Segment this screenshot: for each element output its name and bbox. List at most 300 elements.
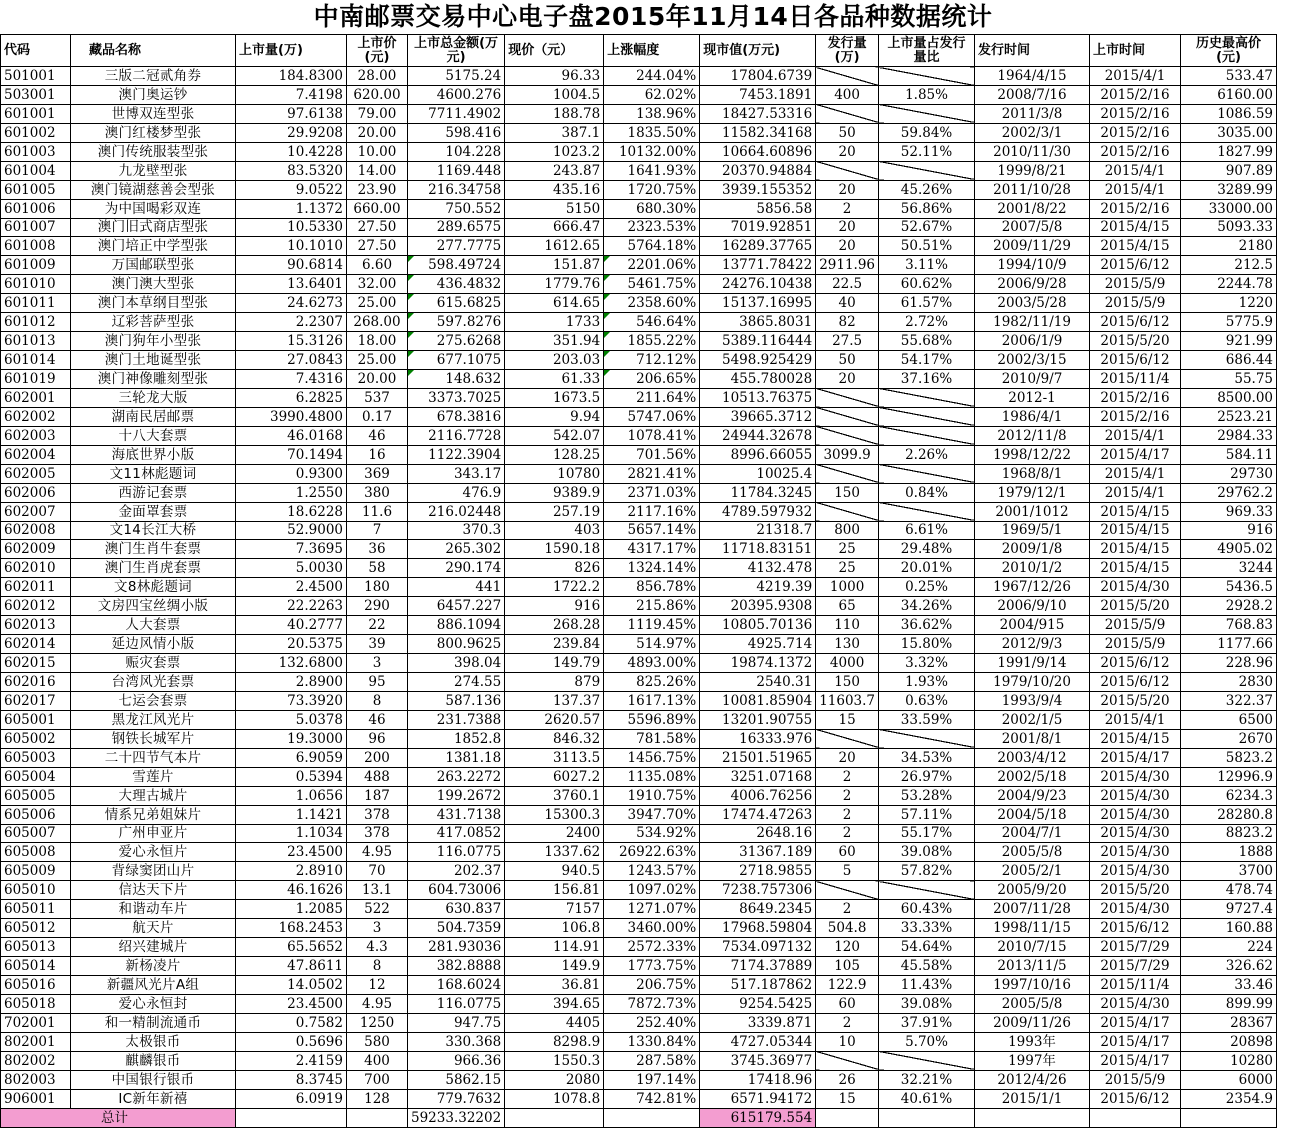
cell-issue-date[interactable]: 1998/12/22 (975, 445, 1090, 464)
cell-issue-date[interactable]: 2013/11/5 (975, 957, 1090, 976)
cell-rise[interactable]: 4893.00% (604, 654, 700, 673)
cell-ratio[interactable]: 54.17% (879, 351, 975, 370)
cell-listing-date[interactable]: 2015/5/9 (1090, 1070, 1181, 1089)
cell-code[interactable]: 906001 (1, 1089, 71, 1108)
cell-issue-date[interactable]: 2001/1012 (975, 502, 1090, 521)
cell-listed-qty[interactable]: 5.0378 (236, 710, 347, 729)
cell-ratio[interactable]: 0.25% (879, 578, 975, 597)
cell-rise[interactable]: 7872.73% (604, 994, 700, 1013)
cell-name[interactable]: 七运会套票 (71, 691, 236, 710)
cell-current-price[interactable]: 879 (505, 673, 604, 692)
cell-listed-qty[interactable]: 6.0919 (236, 1089, 347, 1108)
cell-market-value[interactable]: 16289.37765 (700, 237, 816, 256)
header-high-price[interactable]: 历史最高价(元) (1181, 35, 1277, 67)
cell-ratio[interactable]: 0.84% (879, 483, 975, 502)
cell-name[interactable]: 台湾风光套票 (71, 673, 236, 692)
cell-market-value[interactable]: 7453.1891 (700, 85, 816, 104)
cell[interactable] (975, 1108, 1090, 1127)
cell-ratio[interactable]: 60.62% (879, 275, 975, 294)
cell-listed-price[interactable]: 32.00 (347, 275, 408, 294)
cell-listed-qty[interactable]: 1.1421 (236, 805, 347, 824)
cell-listing-date[interactable]: 2015/6/12 (1090, 654, 1181, 673)
cell-rise[interactable]: 534.92% (604, 824, 700, 843)
cell-listed-qty[interactable]: 1.2085 (236, 900, 347, 919)
cell-listed-price[interactable]: 36 (347, 540, 408, 559)
cell-high-price[interactable]: 907.89 (1181, 161, 1277, 180)
cell-high-price[interactable]: 478.74 (1181, 881, 1277, 900)
cell-rise[interactable]: 2821.41% (604, 464, 700, 483)
cell-listed-price[interactable]: 20.00 (347, 123, 408, 142)
cell[interactable] (816, 1108, 879, 1127)
cell-listed-amount[interactable]: 231.7388 (408, 710, 505, 729)
cell-issue-date[interactable]: 2006/9/10 (975, 597, 1090, 616)
cell-listing-date[interactable]: 2015/4/17 (1090, 1013, 1181, 1032)
cell-listed-qty[interactable]: 2.8910 (236, 862, 347, 881)
cell-listing-date[interactable]: 2015/4/17 (1090, 445, 1181, 464)
cell-ratio[interactable]: 37.16% (879, 370, 975, 389)
cell-issue-qty[interactable]: 27.5 (816, 332, 879, 351)
cell-listed-price[interactable]: 290 (347, 597, 408, 616)
cell[interactable] (505, 1108, 604, 1127)
cell-listed-qty[interactable]: 65.5652 (236, 938, 347, 957)
cell-high-price[interactable]: 224 (1181, 938, 1277, 957)
cell-high-price[interactable]: 4905.02 (1181, 540, 1277, 559)
cell-code[interactable]: 602001 (1, 388, 71, 407)
cell-rise[interactable]: 3460.00% (604, 919, 700, 938)
cell-listing-date[interactable]: 2015/5/9 (1090, 616, 1181, 635)
cell-market-value[interactable]: 2648.16 (700, 824, 816, 843)
cell-listed-qty[interactable]: 10.1010 (236, 237, 347, 256)
cell-issue-date[interactable]: 2012-1 (975, 388, 1090, 407)
cell-high-price[interactable]: 6000 (1181, 1070, 1277, 1089)
cell-issue-qty[interactable]: 26 (816, 1070, 879, 1089)
cell-name[interactable]: 人大套票 (71, 616, 236, 635)
cell-issue-date[interactable]: 2004/5/18 (975, 805, 1090, 824)
cell-ratio[interactable]: 34.53% (879, 748, 975, 767)
cell-code[interactable]: 601007 (1, 218, 71, 237)
cell-listed-amount[interactable]: 5862.15 (408, 1070, 505, 1089)
cell-code[interactable]: 802003 (1, 1070, 71, 1089)
cell-high-price[interactable]: 5093.33 (1181, 218, 1277, 237)
cell-issue-date[interactable]: 2003/4/12 (975, 748, 1090, 767)
cell-current-price[interactable]: 6027.2 (505, 767, 604, 786)
cell-listed-qty[interactable]: 27.0843 (236, 351, 347, 370)
cell-current-price[interactable]: 614.65 (505, 294, 604, 313)
cell-rise[interactable]: 1243.57% (604, 862, 700, 881)
cell-high-price[interactable]: 916 (1181, 521, 1277, 540)
cell-high-price[interactable]: 5436.5 (1181, 578, 1277, 597)
cell-listed-qty[interactable]: 2.8900 (236, 673, 347, 692)
cell-listing-date[interactable]: 2015/2/16 (1090, 388, 1181, 407)
cell-listed-amount[interactable]: 441 (408, 578, 505, 597)
cell-listed-amount[interactable]: 598.416 (408, 123, 505, 142)
cell-issue-qty[interactable]: 11603.7 (816, 691, 879, 710)
cell-rise[interactable]: 712.12% (604, 351, 700, 370)
cell-code[interactable]: 605007 (1, 824, 71, 843)
cell-ratio[interactable]: 45.26% (879, 180, 975, 199)
cell-current-price[interactable]: 2620.57 (505, 710, 604, 729)
cell-listed-price[interactable]: 58 (347, 559, 408, 578)
cell-issue-date[interactable]: 1979/12/1 (975, 483, 1090, 502)
cell-listed-price[interactable]: 8 (347, 957, 408, 976)
cell-listed-amount[interactable]: 274.55 (408, 673, 505, 692)
cell-code[interactable]: 605010 (1, 881, 71, 900)
cell-listed-amount[interactable]: 615.6825 (408, 294, 505, 313)
cell-name[interactable]: 钢铁长城军片 (71, 729, 236, 748)
cell-code[interactable]: 602007 (1, 502, 71, 521)
cell-high-price[interactable]: 160.88 (1181, 919, 1277, 938)
cell-issue-date[interactable]: 2010/7/15 (975, 938, 1090, 957)
cell-high-price[interactable]: 2830 (1181, 673, 1277, 692)
cell-ratio[interactable] (879, 881, 975, 900)
cell-issue-date[interactable]: 2001/8/1 (975, 729, 1090, 748)
cell-market-value[interactable]: 7534.097132 (700, 938, 816, 957)
cell-issue-qty[interactable]: 20 (816, 180, 879, 199)
cell-listed-amount[interactable]: 116.0775 (408, 994, 505, 1013)
cell-issue-qty[interactable]: 2 (816, 824, 879, 843)
header-issue-date[interactable]: 发行时间 (975, 35, 1090, 67)
cell[interactable] (347, 1108, 408, 1127)
cell-listing-date[interactable]: 2015/4/15 (1090, 218, 1181, 237)
cell-listed-amount[interactable]: 277.7775 (408, 237, 505, 256)
cell-ratio[interactable]: 33.59% (879, 710, 975, 729)
cell-rise[interactable]: 5596.89% (604, 710, 700, 729)
cell-ratio[interactable]: 54.64% (879, 938, 975, 957)
cell-rise[interactable]: 215.86% (604, 597, 700, 616)
cell-current-price[interactable]: 1078.8 (505, 1089, 604, 1108)
cell-market-value[interactable]: 5389.116444 (700, 332, 816, 351)
cell-market-value[interactable]: 16333.976 (700, 729, 816, 748)
cell-name[interactable]: 澳门土地诞型张 (71, 351, 236, 370)
cell-listed-amount[interactable]: 116.0775 (408, 843, 505, 862)
cell-listed-price[interactable]: 4.3 (347, 938, 408, 957)
cell-code[interactable]: 605002 (1, 729, 71, 748)
cell-listed-amount[interactable]: 597.8276 (408, 313, 505, 332)
cell-ratio[interactable]: 32.21% (879, 1070, 975, 1089)
cell-market-value[interactable]: 10805.70136 (700, 616, 816, 635)
cell-listing-date[interactable]: 2015/2/16 (1090, 407, 1181, 426)
header-current-price[interactable]: 现价（元） (505, 35, 604, 67)
cell-high-price[interactable]: 10280 (1181, 1051, 1277, 1070)
cell-issue-date[interactable]: 2009/11/29 (975, 237, 1090, 256)
cell-listed-amount[interactable]: 4600.276 (408, 85, 505, 104)
cell-ratio[interactable]: 29.48% (879, 540, 975, 559)
cell-listing-date[interactable]: 2015/4/30 (1090, 862, 1181, 881)
cell-listing-date[interactable]: 2015/4/1 (1090, 483, 1181, 502)
header-listed-price[interactable]: 上市价(元) (347, 35, 408, 67)
cell-listed-price[interactable]: 268.00 (347, 313, 408, 332)
cell-listing-date[interactable]: 2015/7/29 (1090, 938, 1181, 957)
cell-name[interactable]: 澳门生肖虎套票 (71, 559, 236, 578)
cell-listed-amount[interactable]: 370.3 (408, 521, 505, 540)
cell-issue-qty[interactable]: 50 (816, 351, 879, 370)
cell-listed-price[interactable]: 620.00 (347, 85, 408, 104)
cell-issue-date[interactable]: 2004/7/1 (975, 824, 1090, 843)
cell-current-price[interactable]: 114.91 (505, 938, 604, 957)
cell-listed-qty[interactable]: 7.4198 (236, 85, 347, 104)
cell-high-price[interactable]: 33000.00 (1181, 199, 1277, 218)
cell-listed-amount[interactable]: 947.75 (408, 1013, 505, 1032)
header-listed-qty[interactable]: 上市量(万) (236, 35, 347, 67)
cell-listed-amount[interactable]: 281.93036 (408, 938, 505, 957)
cell-name[interactable]: 文房四宝丝绸小版 (71, 597, 236, 616)
cell-ratio[interactable]: 52.67% (879, 218, 975, 237)
cell-high-price[interactable]: 6500 (1181, 710, 1277, 729)
cell-current-price[interactable]: 1722.2 (505, 578, 604, 597)
cell-listed-qty[interactable]: 47.8611 (236, 957, 347, 976)
cell-code[interactable]: 601013 (1, 332, 71, 351)
cell-name[interactable]: 十八大套票 (71, 426, 236, 445)
total-amount[interactable]: 59233.32202 (408, 1108, 505, 1127)
cell-issue-qty[interactable]: 4000 (816, 654, 879, 673)
cell-issue-date[interactable]: 2007/11/28 (975, 900, 1090, 919)
cell-ratio[interactable]: 1.85% (879, 85, 975, 104)
cell-rise[interactable]: 856.78% (604, 578, 700, 597)
cell-name[interactable]: 二十四节气本片 (71, 748, 236, 767)
cell-listed-amount[interactable]: 966.36 (408, 1051, 505, 1070)
cell-high-price[interactable]: 8500.00 (1181, 388, 1277, 407)
cell-listed-price[interactable]: 369 (347, 464, 408, 483)
cell-code[interactable]: 802001 (1, 1032, 71, 1051)
cell-listing-date[interactable]: 2015/6/12 (1090, 919, 1181, 938)
cell-listing-date[interactable]: 2015/4/15 (1090, 729, 1181, 748)
cell-market-value[interactable]: 21501.51965 (700, 748, 816, 767)
cell-code[interactable]: 602002 (1, 407, 71, 426)
cell-listed-price[interactable]: 70 (347, 862, 408, 881)
cell-code[interactable]: 601019 (1, 370, 71, 389)
cell-issue-qty[interactable] (816, 104, 879, 123)
cell-listing-date[interactable]: 2015/2/16 (1090, 199, 1181, 218)
cell-high-price[interactable]: 5823.2 (1181, 748, 1277, 767)
cell-current-price[interactable]: 2400 (505, 824, 604, 843)
cell[interactable] (604, 1108, 700, 1127)
cell-name[interactable]: 绍兴建城片 (71, 938, 236, 957)
cell-rise[interactable]: 10132.00% (604, 142, 700, 161)
cell-name[interactable]: 为中国喝彩双连 (71, 199, 236, 218)
cell-listed-price[interactable]: 187 (347, 786, 408, 805)
cell-current-price[interactable]: 128.25 (505, 445, 604, 464)
cell-name[interactable]: 西游记套票 (71, 483, 236, 502)
cell-listed-price[interactable]: 0.17 (347, 407, 408, 426)
cell-issue-qty[interactable]: 82 (816, 313, 879, 332)
cell-high-price[interactable]: 28367 (1181, 1013, 1277, 1032)
cell-listed-qty[interactable]: 1.0656 (236, 786, 347, 805)
cell-code[interactable]: 605012 (1, 919, 71, 938)
cell-code[interactable]: 602009 (1, 540, 71, 559)
cell-high-price[interactable]: 29730 (1181, 464, 1277, 483)
cell-issue-date[interactable]: 2012/9/3 (975, 635, 1090, 654)
cell-issue-qty[interactable]: 2 (816, 900, 879, 919)
cell-current-price[interactable]: 156.81 (505, 881, 604, 900)
cell-market-value[interactable]: 6571.94172 (700, 1089, 816, 1108)
cell-ratio[interactable]: 3.32% (879, 654, 975, 673)
cell-listed-qty[interactable]: 13.6401 (236, 275, 347, 294)
cell-market-value[interactable]: 8649.2345 (700, 900, 816, 919)
cell-code[interactable]: 601001 (1, 104, 71, 123)
cell-high-price[interactable]: 2523.21 (1181, 407, 1277, 426)
cell-code[interactable]: 602017 (1, 691, 71, 710)
cell-issue-qty[interactable]: 20 (816, 370, 879, 389)
cell-listed-price[interactable]: 11.6 (347, 502, 408, 521)
cell-listing-date[interactable]: 2015/11/4 (1090, 370, 1181, 389)
cell-listed-price[interactable]: 13.1 (347, 881, 408, 900)
cell-market-value[interactable]: 5498.925429 (700, 351, 816, 370)
cell-name[interactable]: 澳门本草纲目型张 (71, 294, 236, 313)
cell-current-price[interactable]: 666.47 (505, 218, 604, 237)
cell-rise[interactable]: 5764.18% (604, 237, 700, 256)
cell-code[interactable]: 602006 (1, 483, 71, 502)
cell-issue-qty[interactable]: 15 (816, 710, 879, 729)
cell-market-value[interactable]: 20370.94884 (700, 161, 816, 180)
cell-issue-date[interactable]: 2002/3/1 (975, 123, 1090, 142)
cell-issue-qty[interactable]: 2 (816, 767, 879, 786)
cell-current-price[interactable]: 149.79 (505, 654, 604, 673)
cell-listing-date[interactable]: 2015/6/12 (1090, 673, 1181, 692)
cell-rise[interactable]: 26922.63% (604, 843, 700, 862)
cell-listed-amount[interactable]: 587.136 (408, 691, 505, 710)
cell-code[interactable]: 605001 (1, 710, 71, 729)
cell-market-value[interactable]: 2718.9855 (700, 862, 816, 881)
cell-issue-qty[interactable] (816, 161, 879, 180)
cell-name[interactable]: 文8林彪题词 (71, 578, 236, 597)
cell-current-price[interactable]: 7157 (505, 900, 604, 919)
cell-issue-date[interactable]: 2007/5/8 (975, 218, 1090, 237)
cell-issue-date[interactable]: 2012/4/26 (975, 1070, 1090, 1089)
cell-listed-price[interactable]: 3 (347, 919, 408, 938)
cell-listing-date[interactable]: 2015/4/30 (1090, 824, 1181, 843)
cell-rise[interactable]: 742.81% (604, 1089, 700, 1108)
cell-market-value[interactable]: 11582.34168 (700, 123, 816, 142)
cell-issue-date[interactable]: 1993年 (975, 1032, 1090, 1051)
cell-ratio[interactable]: 53.28% (879, 786, 975, 805)
cell-listing-date[interactable]: 2015/4/1 (1090, 464, 1181, 483)
cell-rise[interactable]: 2201.06% (604, 256, 700, 275)
cell-listed-qty[interactable]: 7.3695 (236, 540, 347, 559)
cell-listing-date[interactable]: 2015/6/12 (1090, 351, 1181, 370)
cell-rise[interactable]: 1720.75% (604, 180, 700, 199)
cell-current-price[interactable]: 1590.18 (505, 540, 604, 559)
cell-current-price[interactable]: 2080 (505, 1070, 604, 1089)
cell-listed-amount[interactable]: 886.1094 (408, 616, 505, 635)
cell-ratio[interactable]: 6.61% (879, 521, 975, 540)
cell-issue-date[interactable]: 2005/9/20 (975, 881, 1090, 900)
cell-listed-qty[interactable]: 83.5320 (236, 161, 347, 180)
cell-listed-amount[interactable]: 148.632 (408, 370, 505, 389)
cell-listed-price[interactable]: 28.00 (347, 67, 408, 86)
cell-market-value[interactable]: 7019.92851 (700, 218, 816, 237)
cell-code[interactable]: 602011 (1, 578, 71, 597)
cell-listed-price[interactable]: 6.60 (347, 256, 408, 275)
cell-listed-price[interactable]: 95 (347, 673, 408, 692)
cell-listed-qty[interactable]: 2.4159 (236, 1051, 347, 1070)
cell-issue-date[interactable]: 2010/1/2 (975, 559, 1090, 578)
cell-market-value[interactable]: 3865.8031 (700, 313, 816, 332)
cell-listed-qty[interactable]: 14.0502 (236, 976, 347, 995)
cell-current-price[interactable]: 268.28 (505, 616, 604, 635)
cell-name[interactable]: 和谐动车片 (71, 900, 236, 919)
cell-listing-date[interactable]: 2015/2/16 (1090, 85, 1181, 104)
cell-listing-date[interactable]: 2015/4/1 (1090, 180, 1181, 199)
cell-rise[interactable]: 1271.07% (604, 900, 700, 919)
cell-listed-amount[interactable]: 382.8888 (408, 957, 505, 976)
cell-name[interactable]: 中国银行银币 (71, 1070, 236, 1089)
cell-high-price[interactable]: 3289.99 (1181, 180, 1277, 199)
cell-ratio[interactable]: 40.61% (879, 1089, 975, 1108)
cell-listed-qty[interactable]: 10.4228 (236, 142, 347, 161)
cell-listed-price[interactable]: 25.00 (347, 351, 408, 370)
cell-code[interactable]: 602008 (1, 521, 71, 540)
cell-listed-qty[interactable]: 46.1626 (236, 881, 347, 900)
cell-ratio[interactable] (879, 1051, 975, 1070)
cell-code[interactable]: 601014 (1, 351, 71, 370)
cell-listing-date[interactable]: 2015/4/15 (1090, 502, 1181, 521)
cell-ratio[interactable]: 55.17% (879, 824, 975, 843)
cell-issue-date[interactable]: 2011/10/28 (975, 180, 1090, 199)
cell-market-value[interactable]: 3745.36977 (700, 1051, 816, 1070)
cell-market-value[interactable]: 11718.83151 (700, 540, 816, 559)
cell-listed-price[interactable]: 4.95 (347, 843, 408, 862)
cell-rise[interactable]: 1773.75% (604, 957, 700, 976)
cell-listed-qty[interactable]: 168.2453 (236, 919, 347, 938)
cell-listed-price[interactable]: 96 (347, 729, 408, 748)
cell-listed-qty[interactable]: 46.0168 (236, 426, 347, 445)
cell-market-value[interactable]: 2540.31 (700, 673, 816, 692)
cell-listed-amount[interactable]: 2116.7728 (408, 426, 505, 445)
cell-issue-qty[interactable] (816, 407, 879, 426)
cell-market-value[interactable]: 455.780028 (700, 370, 816, 389)
cell-listed-qty[interactable]: 73.3920 (236, 691, 347, 710)
cell-listing-date[interactable]: 2015/5/20 (1090, 881, 1181, 900)
cell[interactable] (1090, 1108, 1181, 1127)
cell-issue-qty[interactable]: 2 (816, 786, 879, 805)
cell-ratio[interactable]: 45.58% (879, 957, 975, 976)
cell-ratio[interactable]: 11.43% (879, 976, 975, 995)
cell-issue-date[interactable]: 2008/7/16 (975, 85, 1090, 104)
cell-listed-price[interactable]: 1250 (347, 1013, 408, 1032)
cell-issue-qty[interactable]: 122.9 (816, 976, 879, 995)
cell-listed-qty[interactable]: 9.0522 (236, 180, 347, 199)
cell-current-price[interactable]: 239.84 (505, 635, 604, 654)
cell-issue-qty[interactable]: 65 (816, 597, 879, 616)
cell-current-price[interactable]: 151.87 (505, 256, 604, 275)
cell-high-price[interactable]: 1888 (1181, 843, 1277, 862)
cell-issue-date[interactable]: 1969/5/1 (975, 521, 1090, 540)
cell-issue-qty[interactable]: 60 (816, 843, 879, 862)
cell-code[interactable]: 605003 (1, 748, 71, 767)
cell-code[interactable]: 605018 (1, 994, 71, 1013)
cell-listed-amount[interactable]: 275.6268 (408, 332, 505, 351)
cell-listing-date[interactable]: 2015/4/15 (1090, 540, 1181, 559)
cell-rise[interactable]: 5747.06% (604, 407, 700, 426)
cell-code[interactable]: 601003 (1, 142, 71, 161)
cell-name[interactable]: 广州申亚片 (71, 824, 236, 843)
cell-market-value[interactable]: 21318.7 (700, 521, 816, 540)
cell-current-price[interactable]: 243.87 (505, 161, 604, 180)
cell-listed-price[interactable]: 27.50 (347, 237, 408, 256)
cell-issue-qty[interactable]: 60 (816, 994, 879, 1013)
cell-listed-qty[interactable]: 29.9208 (236, 123, 347, 142)
cell-listing-date[interactable]: 2015/4/15 (1090, 237, 1181, 256)
cell-name[interactable]: 澳门旧式商店型张 (71, 218, 236, 237)
cell-market-value[interactable]: 24944.32678 (700, 426, 816, 445)
cell-rise[interactable]: 3947.70% (604, 805, 700, 824)
cell-listed-price[interactable]: 12 (347, 976, 408, 995)
cell-rise[interactable]: 2371.03% (604, 483, 700, 502)
header-market-value[interactable]: 现市值(万元) (700, 35, 816, 67)
cell-current-price[interactable]: 1612.65 (505, 237, 604, 256)
cell-issue-qty[interactable]: 20 (816, 748, 879, 767)
cell-ratio[interactable]: 0.63% (879, 691, 975, 710)
